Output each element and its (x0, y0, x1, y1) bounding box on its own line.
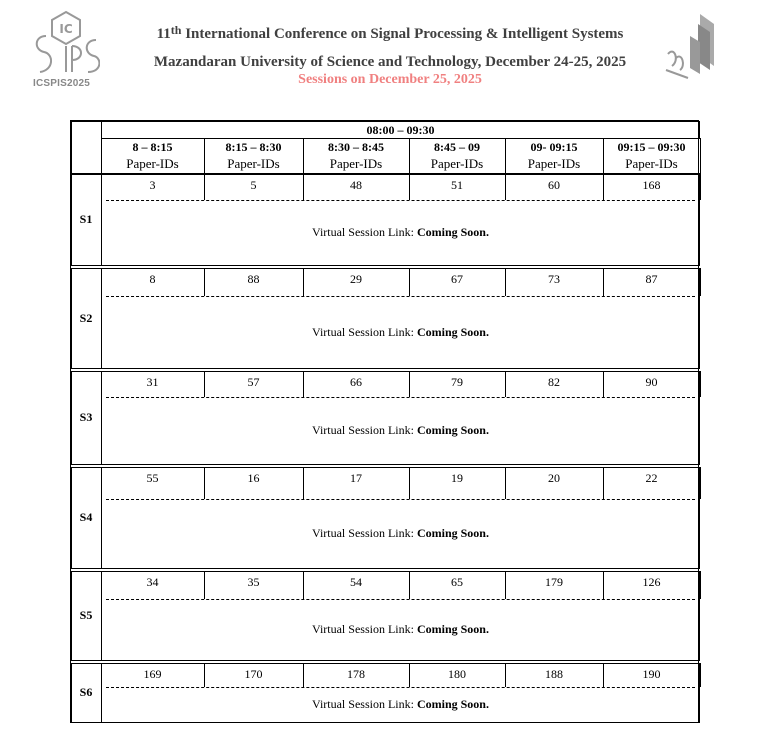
virtual-session-link[interactable] (101, 526, 700, 541)
venue-line: Mazandaran University of Science and Technology, December 24-25, 2025 (153, 54, 627, 70)
session-name: S6 (79, 685, 93, 699)
dashed-separator (106, 200, 695, 201)
conference-title (100, 23, 680, 43)
header-corner-cell (71, 121, 102, 174)
link-prefix: Virtual Session Link: (312, 324, 414, 339)
session-name: S3 (79, 410, 93, 424)
link-prefix: Virtual Session Link: (312, 697, 414, 711)
link-status: Coming Soon. (416, 697, 489, 711)
paper-id: 54 (350, 575, 362, 589)
paper-id: 51 (451, 178, 463, 192)
paper-id: 67 (451, 272, 463, 286)
paper-id: 19 (451, 471, 463, 485)
link-status: Coming Soon. (416, 526, 489, 540)
session-name: S2 (79, 310, 93, 325)
dashed-separator (106, 687, 695, 688)
paper-id: 22 (645, 471, 658, 485)
link-status: Coming Soon. (416, 225, 489, 239)
sessions-date: Sessions on December 25, 2025 (298, 72, 482, 87)
dashed-separator (106, 499, 695, 500)
paper-id: 16 (247, 471, 260, 485)
schedule-table (70, 120, 699, 723)
slot-time: 09- 09:15 (530, 140, 578, 154)
virtual-session-link[interactable] (101, 325, 700, 340)
slot-paper-ids-label: Paper-IDs (430, 156, 484, 171)
link-status: Coming Soon. (416, 423, 489, 437)
slot-paper-ids-label: Paper-IDs (126, 156, 179, 171)
paper-id: 48 (350, 178, 362, 192)
paper-id: 178 (347, 667, 365, 681)
paper-id: 8 (149, 272, 156, 286)
slot-time: 8 – 8:15 (132, 140, 173, 154)
paper-id: 170 (244, 667, 263, 681)
slot-time: 8:30 – 8:45 (328, 140, 384, 154)
paper-id: 3 (149, 178, 156, 192)
slot-time: 8:45 – 09 (434, 140, 480, 154)
block-time-label: 08:00 – 09:30 (366, 123, 435, 137)
paper-id: 87 (645, 272, 658, 286)
virtual-session-link[interactable] (101, 622, 700, 637)
slot-paper-ids-label: Paper-IDs (227, 156, 280, 171)
slot-paper-ids-label: Paper-IDs (329, 156, 383, 171)
paper-id: 20 (548, 471, 560, 485)
paper-id: 55 (146, 471, 159, 485)
virtual-session-link[interactable] (101, 225, 700, 240)
paper-id: 126 (642, 575, 661, 589)
logo-monogram: IC (59, 22, 73, 36)
ordinal-suffix: th (170, 23, 182, 37)
conference-ordinal: 11 (156, 26, 171, 42)
session-name: S5 (79, 608, 93, 622)
link-prefix: Virtual Session Link: (312, 526, 414, 540)
paper-id: 79 (451, 375, 463, 389)
link-prefix: Virtual Session Link: (312, 225, 414, 239)
conference-name: International Conference on Signal Processing & Intelligent Systems (185, 26, 624, 42)
paper-id: 73 (548, 272, 560, 286)
logo-text: ICSPIS2025 (33, 78, 91, 89)
paper-id: 29 (350, 272, 362, 286)
paper-id: 90 (645, 375, 658, 389)
paper-id: 168 (642, 178, 661, 192)
paper-id: 60 (548, 178, 560, 192)
paper-id: 179 (545, 575, 563, 589)
link-status: Coming Soon. (416, 622, 489, 636)
paper-id: 88 (247, 272, 260, 286)
paper-id: 188 (545, 667, 563, 681)
dashed-separator (106, 296, 695, 297)
paper-id: 190 (642, 667, 661, 681)
dashed-separator (106, 397, 695, 398)
link-status: Coming Soon. (416, 324, 489, 339)
paper-id: 17 (350, 471, 362, 485)
dashed-separator (106, 599, 695, 600)
link-prefix: Virtual Session Link: (312, 622, 414, 636)
virtual-session-link[interactable] (101, 423, 700, 438)
paper-id: 34 (146, 575, 159, 589)
slot-time: 09:15 – 09:30 (617, 140, 686, 154)
slot-paper-ids-label: Paper-IDs (625, 156, 678, 171)
paper-id: 5 (250, 178, 257, 192)
paper-id: 65 (451, 575, 463, 589)
paper-id: 35 (247, 575, 260, 589)
link-prefix: Virtual Session Link: (312, 423, 414, 437)
slot-time: 8:15 – 8:30 (225, 140, 282, 154)
paper-id: 57 (247, 375, 260, 389)
paper-id: 169 (143, 667, 162, 681)
session-name: S1 (79, 212, 93, 226)
paper-id: 66 (350, 375, 362, 389)
virtual-session-link[interactable] (101, 697, 700, 712)
paper-id: 180 (448, 667, 466, 681)
slot-paper-ids-label: Paper-IDs (527, 156, 581, 171)
paper-id: 31 (146, 375, 159, 389)
session-name: S4 (79, 510, 93, 524)
paper-id: 82 (548, 375, 560, 389)
